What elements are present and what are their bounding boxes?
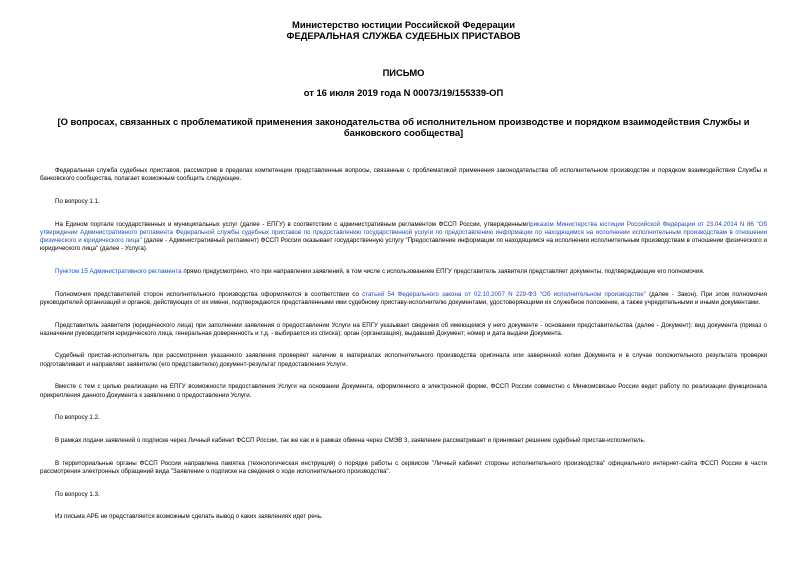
paragraph-representative: Представитель заявителя (юридического лица) при заполнении заявления о предоставлении Услуги на ЕПГУ указывает сведения об имеющемся у него документе - основании представительства (далее - Документ): вид документа (приказ о назначении руководителя юридического лица, генеральная доверенность и т.д. - выбирается из списка); орган (организация), выдавший Документ; номер и дата выдачи Документа. (40, 321, 767, 337)
paragraph-subscription: В рамках подачи заявлений о подписке через Личный кабинет ФССП России, так же как и в рамках обмена через СМЭВ 3, заявление рассматривает и принимает решение судебный пристав-исполнитель. (55, 436, 646, 444)
document-body (40, 167, 767, 536)
point-15-link[interactable]: Пунктом 15 Административного регламента (55, 267, 182, 275)
paragraph-powers-text-b: (далее - Закон). При этом полномочия руководителей организаций и органов, действующих от их имени, подтверждаются представленными ими судебному приставу-исполнителю документами, удостоверяющими их служебное положение, а также учредительными и иными документами. (40, 290, 767, 306)
document-type: ПИСЬМО (382, 67, 425, 78)
paragraph-memo: В территориальные органы ФССП России направлена памятка (технологическая инструкция) о порядке работы с сервисом "Личный кабинет стороны исполнительного производства" официального интернет-сайта ФССП России в части рассмотрения электронных обращений вида "Заявление о подписке на сведения о ходе исполнительного производства". (40, 459, 767, 475)
paragraph-electronic-document: Вместе с тем с целью реализации на ЕПГУ возможности предоставления Услуги на основании Документа, оформленного в электронной форме, ФССП России совместно с Минкомсвязью России ведет работу по реализации функционала прикрепления данного Документа к заявлению о предоставлении Услуги. (40, 383, 767, 399)
service-title: ФЕДЕРАЛЬНАЯ СЛУЖБА СУДЕБНЫХ ПРИСТАВОВ (286, 30, 521, 41)
ministry-title: Министерство юстиции Российской Федерации (292, 19, 515, 30)
document-date-number: от 16 июля 2019 года N 00073/19/155339-ОП (303, 87, 504, 98)
paragraph-point-15 (40, 268, 767, 276)
paragraph-epgu-text-a: На Едином портале государственных и муниципальных услуг (далее - ЕПГУ) в соответствии с административным регламентом ФССП России, утвержденным (55, 220, 527, 228)
paragraph-epgu (40, 221, 767, 254)
question-1-2: По вопросу 1.2. (55, 414, 100, 422)
document-subject: [О вопросах, связанных с проблематикой применения законодательства об исполнительном производстве и порядком взаимодействия Службы и банковского сообщества] (57, 116, 750, 138)
paragraph-intro: Федеральная служба судебных приставов, рассмотрев в пределах компетенции представленные вопросы, связанные с проблематикой применения законодательства об исполнительном производстве и порядком взаимодействия Службы и банковского сообщества, полагает возможным сообщить следующее. (40, 167, 767, 183)
question-1-1: По вопросу 1.1. (55, 197, 100, 205)
paragraph-point-15-text: прямо предусмотрено, что при направлении заявлений, в том числе с использованием ЕПГУ представитель заявителя представляет документы, подтверждающие его полномочия. (181, 267, 705, 275)
paragraph-bailiff: Судебный пристав-исполнитель при рассмотрении указанного заявления проверяет наличие в материалах исполнительного производства оригинала или заверенной копии Документа и в случае положительного результата проверки подготавливает и направляет заявителю (его представителю) документ-результат предоставления Услуги. (40, 352, 767, 368)
paragraph-arb: Из письма АРБ не представляется возможным сделать вывод о каких заявлениях идет речь. (55, 513, 323, 521)
article-54-link[interactable]: статьей 54 Федерального закона от 02.10.2007 N 229-ФЗ "Об исполнительном производстве" (362, 290, 646, 298)
order-86-link[interactable]: приказом Министерства юстиции Российской Федерации от 23.04.2014 N 86 "Об утверждении Административного регламента Федеральной службы судебных приставов по предоставлению государственной услуги по предоставлению информации по находящимся на исполнении исполнительным производствам в отношении физического и юридического лица" (40, 220, 767, 245)
paragraph-powers-text-a: Полномочия представителей сторон исполнительного производства оформляются в соответствии со (55, 290, 363, 298)
paragraph-epgu-text-b: (далее - Административный регламент) ФССП России оказывает государственную услугу "Предоставление информации по находящимся на исполнении исполнительным производствам в отношении физического и юридического лица" (далее - Услуга). (40, 237, 768, 253)
paragraph-powers (40, 291, 767, 307)
question-1-3: По вопросу 1.3. (55, 490, 100, 498)
